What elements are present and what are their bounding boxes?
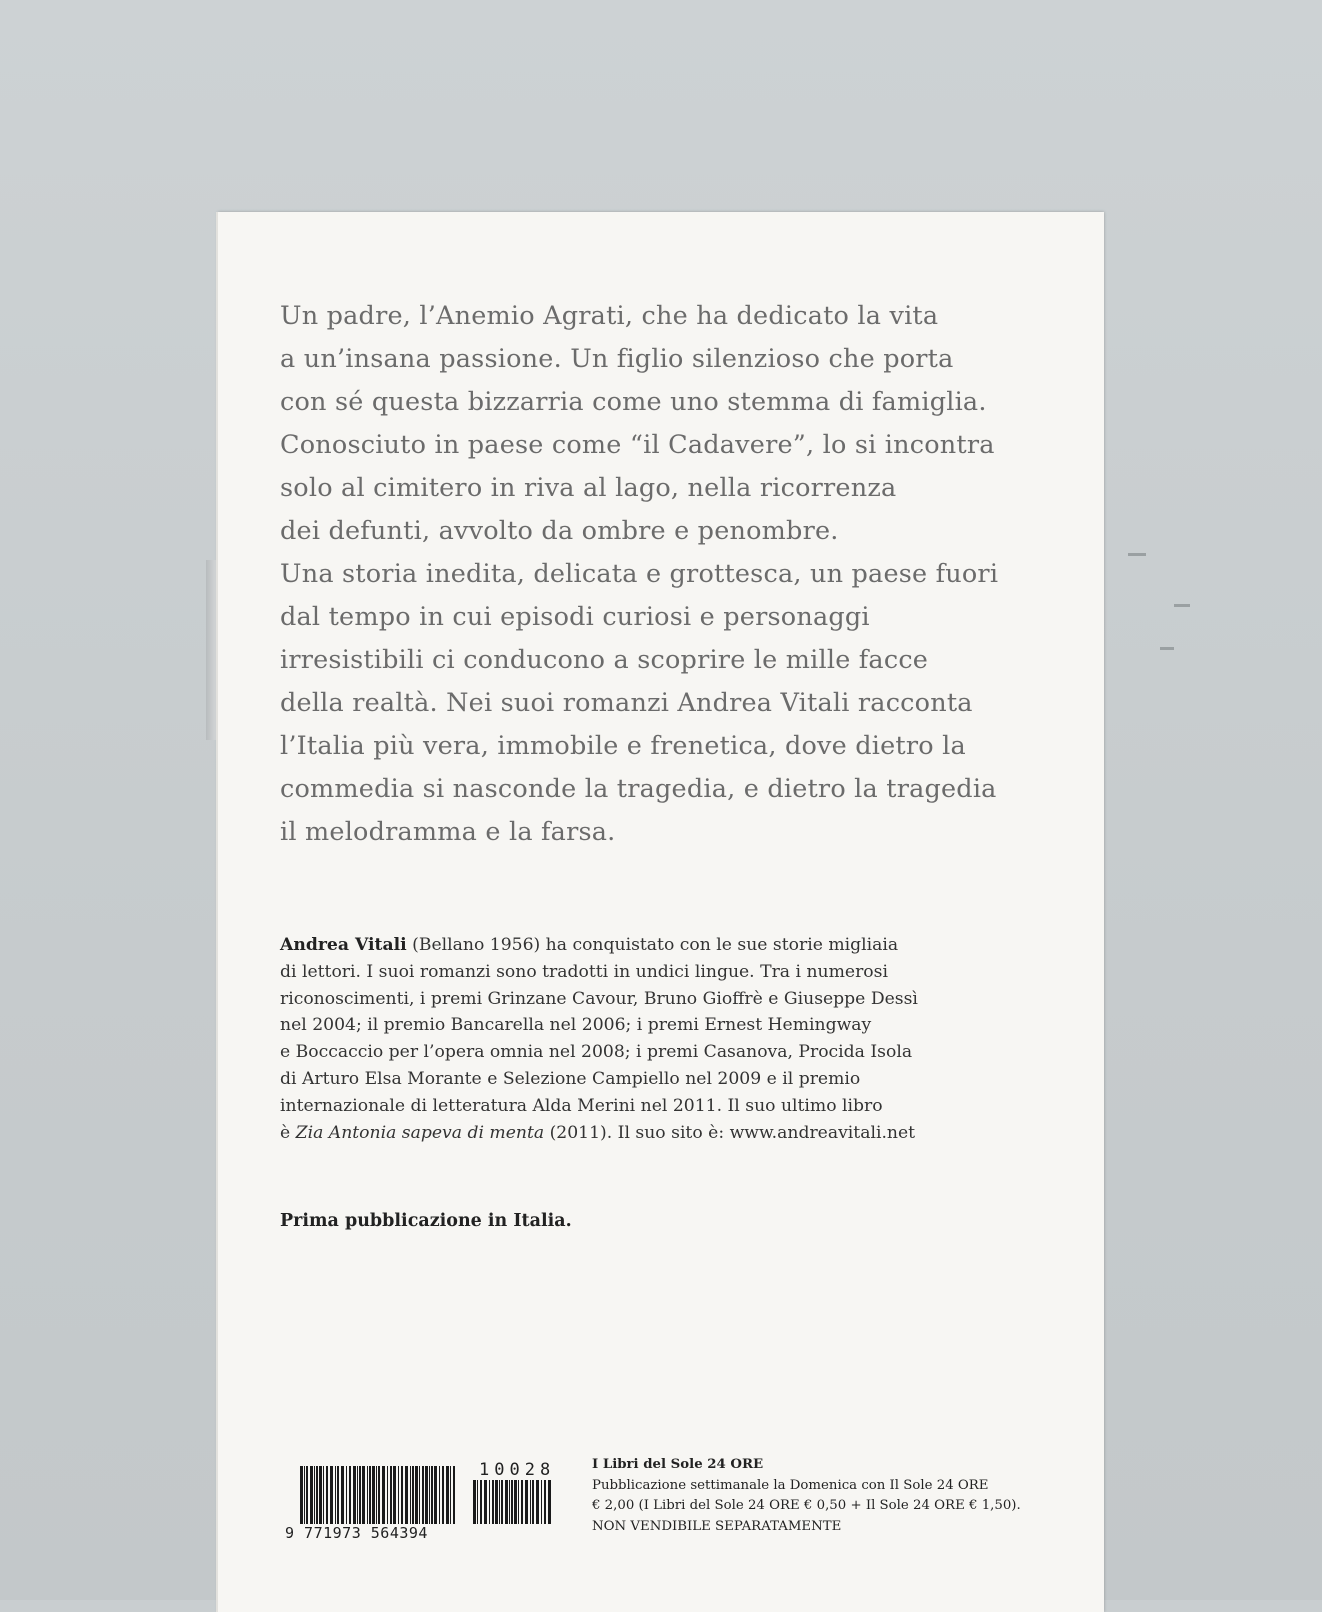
barcode-bar — [484, 1480, 487, 1524]
bio-line: e Boccaccio per l’opera omnia nel 2008; i premi Casanova, Procida Isola — [280, 1042, 913, 1063]
barcode-bar — [429, 1466, 430, 1524]
bio-line: nel 2004; il premio Bancarella nel 2006; i premi Ernest Hemingway — [280, 1015, 872, 1036]
barcode-bar — [525, 1480, 528, 1524]
bio-line-rest: (Bellano 1956) ha conquistato con le sue storie migliaia — [406, 935, 899, 955]
barcode-bar — [353, 1466, 356, 1524]
scan-speck — [1128, 553, 1146, 556]
blurb-line: dal tempo in cui episodi curiosi e personaggi — [280, 602, 870, 632]
barcode-bar — [419, 1466, 420, 1524]
scan-speck — [1160, 647, 1174, 650]
barcode-bar — [541, 1480, 542, 1524]
barcode-bar — [412, 1466, 414, 1524]
barcode-bar — [357, 1466, 358, 1524]
barcode-bar — [518, 1480, 519, 1524]
barcode-bar — [398, 1466, 399, 1524]
barcode-bar — [314, 1466, 315, 1524]
blurb-line: il melodramma e la farsa. — [280, 817, 616, 847]
blurb-line: Un padre, l’Anemio Agrati, che ha dedicato la vita — [280, 301, 939, 331]
barcode-bar — [337, 1466, 339, 1524]
barcode-bar — [310, 1466, 313, 1524]
barcode-addon-icon — [472, 1480, 552, 1524]
blurb-line: l’Italia più vera, immobile e frenetica, dove dietro la — [280, 731, 966, 761]
barcode-bar — [544, 1480, 546, 1524]
barcode-bar — [326, 1466, 328, 1524]
barcode-bar — [536, 1480, 539, 1524]
barcode-bar — [367, 1466, 368, 1524]
scan-speck — [1174, 604, 1190, 607]
blurb-line: Una storia inedita, delicata e grottesca, un paese fuori — [280, 559, 999, 589]
barcode-bar — [511, 1480, 513, 1524]
publisher-name: I Libri del Sole 24 ORE — [592, 1457, 764, 1472]
barcode-bar — [378, 1466, 380, 1524]
publisher-frequency: Pubblicazione settimanale la Domenica con Il Sole 24 ORE — [592, 1477, 989, 1493]
barcode-bar — [410, 1466, 411, 1524]
blurb-line: dei defunti, avvolto da ombre e penombre. — [280, 516, 839, 546]
barcode-bar — [532, 1480, 534, 1524]
book-edge-shadow — [206, 560, 218, 740]
barcode-bar — [453, 1466, 455, 1524]
blurb-line: commedia si nasconde la tragedia, e dietro la tragedia — [280, 774, 997, 804]
barcode-bar — [489, 1480, 490, 1524]
barcode-bar — [369, 1466, 371, 1524]
barcode-bar — [306, 1466, 308, 1524]
publisher-notice: NON VENDIBILE SEPARATAMENTE — [592, 1518, 842, 1534]
barcode-bar — [495, 1480, 498, 1524]
bio-line: di lettori. I suoi romanzi sono tradotti in undici lingue. Tra i numerosi — [280, 961, 888, 982]
bio-line — [280, 932, 1080, 959]
barcode-bar — [446, 1466, 449, 1524]
barcode-bar — [390, 1466, 392, 1524]
barcode-bar — [492, 1480, 494, 1524]
barcode-addon-digits: 10028 — [479, 1460, 556, 1480]
barcode-bar — [359, 1466, 361, 1524]
bio-line: di Arturo Elsa Morante e Selezione Campiello nel 2009 e il premio — [280, 1068, 861, 1089]
barcode-bar — [393, 1466, 396, 1524]
barcode-bar — [401, 1466, 403, 1524]
barcode-icon — [299, 1466, 459, 1524]
author-bio — [280, 932, 1080, 1146]
barcode-bar — [335, 1466, 336, 1524]
blurb-line: con sé questa bizzarria come uno stemma di famiglia. — [280, 387, 987, 417]
barcode-bar — [439, 1466, 440, 1524]
barcode-bar — [372, 1466, 375, 1524]
last-book-title: Zia Antonia sapeva di menta — [295, 1122, 545, 1143]
barcode-bar — [349, 1466, 351, 1524]
bio-last-suffix: (2011). Il suo sito è: www.andreavitali.net — [544, 1122, 916, 1143]
barcode-bar — [480, 1480, 482, 1524]
barcode-bar — [431, 1466, 433, 1524]
barcode-bar — [422, 1466, 424, 1524]
bio-line: internazionale di letteratura Alda Merini nel 2011. Il suo ultimo libro — [280, 1095, 883, 1116]
barcode-bar — [434, 1466, 437, 1524]
barcode-bar — [376, 1466, 377, 1524]
barcode-bar — [346, 1466, 347, 1524]
bio-line: riconoscimenti, i premi Grinzane Cavour, Bruno Gioffrè e Giuseppe Dessì — [280, 988, 918, 1009]
barcode-bar — [362, 1466, 365, 1524]
blurb-line: della realtà. Nei suoi romanzi Andrea Vitali racconta — [280, 688, 973, 718]
barcode-bar — [499, 1480, 500, 1524]
barcode-block — [285, 1458, 575, 1568]
blurb-line: irresistibili ci conducono a scoprire le mille facce — [280, 645, 929, 675]
barcode-bar — [300, 1466, 303, 1524]
bio-line — [280, 1120, 1080, 1147]
barcode-bar — [505, 1480, 508, 1524]
barcode-bar — [521, 1480, 523, 1524]
barcode-bar — [405, 1466, 408, 1524]
barcode-bar — [530, 1480, 531, 1524]
barcode-bar — [323, 1466, 324, 1524]
blurb-text — [280, 295, 1080, 854]
blurb-line: a un’insana passione. Un figlio silenzioso che porta — [280, 344, 954, 374]
barcode-digits: 9 771973 564394 — [285, 1524, 428, 1542]
barcode-bar — [330, 1466, 333, 1524]
barcode-bar — [509, 1480, 510, 1524]
barcode-bar — [387, 1466, 388, 1524]
barcode-bar — [316, 1466, 318, 1524]
publisher-price: € 2,00 (I Libri del Sole 24 ORE € 0,50 + Il Sole 24 ORE € 1,50). — [592, 1498, 1021, 1513]
author-name: Andrea Vitali — [280, 935, 407, 955]
barcode-bar — [477, 1480, 478, 1524]
barcode-bar — [514, 1480, 517, 1524]
blurb-line: Conosciuto in paese come “il Cadavere”, lo si incontra — [280, 430, 995, 460]
barcode-bar — [473, 1480, 476, 1524]
barcode-bar — [319, 1466, 322, 1524]
barcode-bar — [415, 1466, 418, 1524]
barcode-bar — [450, 1466, 451, 1524]
bio-last-prefix: è — [280, 1122, 296, 1143]
barcode-bar — [501, 1480, 503, 1524]
barcode-bar — [341, 1466, 344, 1524]
barcode-bar — [548, 1480, 551, 1524]
barcode-bar — [442, 1466, 444, 1524]
barcode-bar — [382, 1466, 385, 1524]
barcode-bar — [304, 1466, 305, 1524]
publisher-info — [592, 1455, 1021, 1537]
barcode-bar — [425, 1466, 428, 1524]
first-publication-note: Prima pubblicazione in Italia. — [280, 1211, 572, 1231]
blurb-line: solo al cimitero in riva al lago, nella ricorrenza — [280, 473, 897, 503]
